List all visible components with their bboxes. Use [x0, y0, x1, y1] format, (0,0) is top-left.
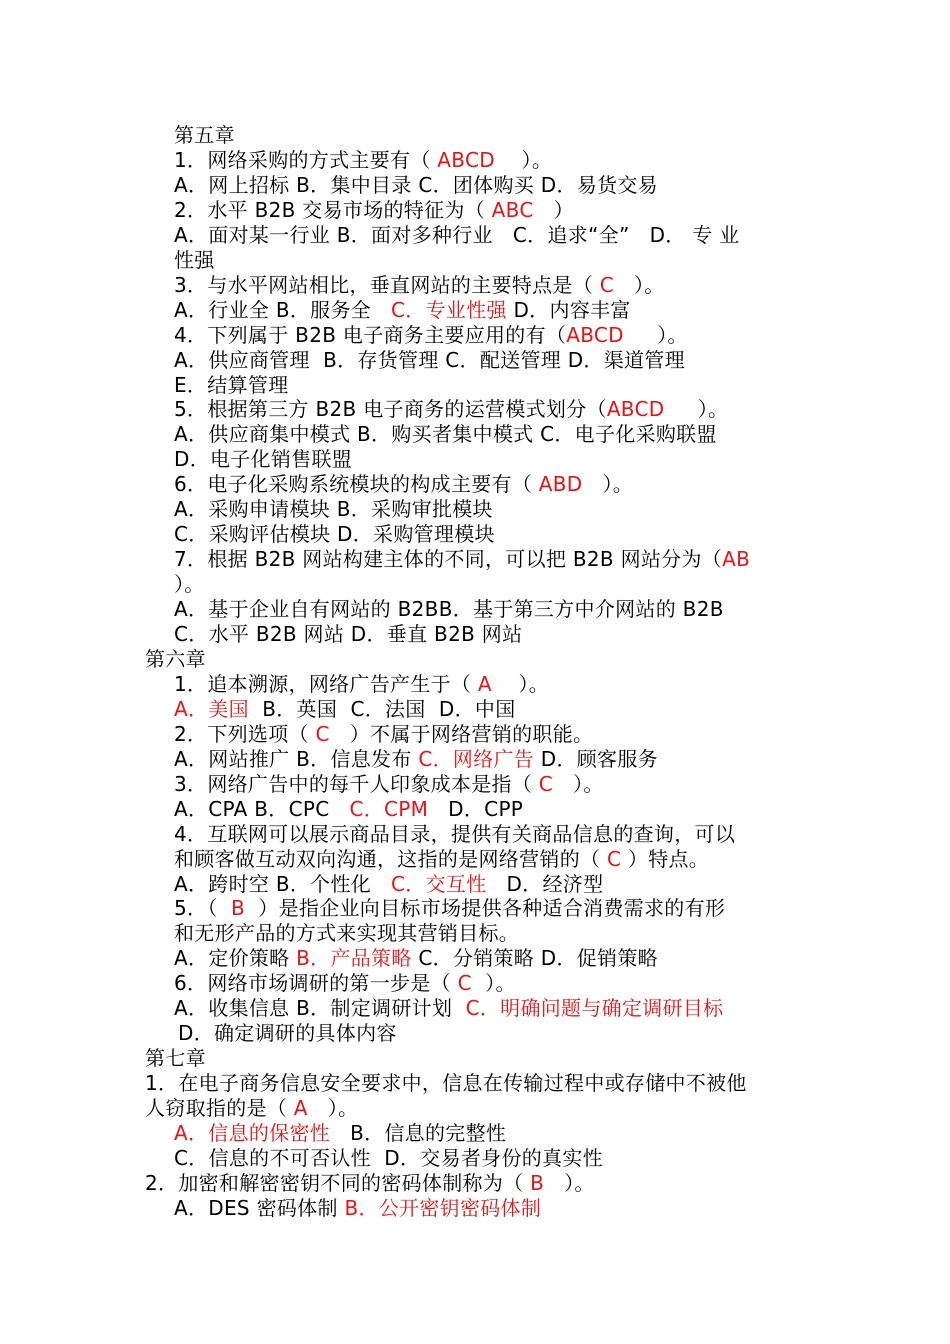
answer-text: B．公开密钥密码体制	[344, 1195, 542, 1220]
line-text: C．水平 B2B 网站 D．垂直 B2B 网站	[174, 622, 523, 646]
line-text: C．分销策略 D．促销策略	[411, 946, 658, 971]
line-text: A．网上招标 B．集中目录 C．团体购买 D．易货交易	[174, 172, 658, 197]
line-text: A．供应商管理 B．存货管理 C．配送管理 D．渠道管理	[174, 347, 685, 372]
line-text: ）。	[494, 147, 553, 172]
line-text: ）。	[307, 1096, 359, 1121]
line-text: 4．互联网可以展示商品目录，提供有关商品信息的查询，可以	[174, 821, 736, 846]
text-line	[174, 298, 631, 323]
line-text: 7．根据 B2B 网站构建主体的不同，可以把 B2B 网站分为（	[174, 547, 723, 572]
line-text: C．采购评估模块 D．采购管理模块	[174, 522, 495, 547]
text-line	[174, 996, 723, 1021]
text-line	[145, 1096, 358, 1121]
text-line	[174, 522, 495, 547]
line-text: A．DES 密码体制	[174, 1195, 345, 1220]
answer-text: A．美国	[174, 696, 249, 721]
line-text: ）是指企业向目标市场提供各种适合消费需求的有形	[244, 896, 726, 921]
line-text: A．基于企业自有网站的 B2BB．基于第三方中介网站的 B2B	[174, 597, 724, 622]
text-line	[174, 323, 688, 348]
line-text: C．信息的不可否认性 D．交易者身份的真实性	[174, 1145, 603, 1170]
line-text: 第五章	[174, 123, 235, 147]
line-text: 2．加密和解密密钥不同的密码体制称为（	[145, 1170, 531, 1195]
line-text: 第六章	[145, 646, 206, 671]
answer-text: ABC	[491, 197, 534, 222]
text-line	[174, 472, 633, 497]
text-line	[174, 397, 728, 422]
answer-text: ABCD	[606, 397, 665, 422]
line-text: 5．（	[174, 896, 231, 921]
line-text: A．定价策略	[174, 946, 297, 971]
answer-text: C	[538, 771, 554, 796]
text-line	[174, 597, 724, 622]
text-line	[178, 1021, 397, 1046]
line-text: ）。	[553, 771, 604, 796]
answer-text: C	[315, 721, 330, 746]
line-text: ）。	[544, 1170, 595, 1195]
answer-text: C	[457, 971, 472, 996]
answer-text: ABCD	[566, 322, 624, 347]
line-text: 5．根据第三方 B2B 电子商务的运营模式划分（	[174, 397, 607, 422]
text-line	[145, 1071, 747, 1096]
answer-text: C．网络广告	[418, 746, 535, 771]
line-text: 6．网络市场调研的第一步是（	[174, 971, 458, 996]
line-text: 3．与水平网站相比，垂直网站的主要特点是（	[174, 272, 600, 297]
text-line	[174, 273, 665, 298]
line-text: D．CPP	[428, 796, 524, 821]
answer-text: C．交互性	[391, 871, 487, 896]
line-text: A．供应商集中模式 B．购买者集中模式 C．电子化采购联盟	[174, 422, 717, 447]
line-text: 2．水平 B2B 交易市场的特征为（	[174, 197, 492, 222]
text-line	[174, 697, 516, 722]
line-text: D．内容丰富	[506, 297, 631, 322]
line-text: 和无形产品的方式来实现其营销目标。	[174, 921, 520, 946]
line-text: ）不属于网络营销的职能。	[329, 721, 594, 746]
answer-text: ABD	[538, 472, 583, 497]
line-text: B．信息的完整性	[330, 1121, 507, 1145]
line-text: 1．追本溯源，网络广告产生于（	[174, 671, 478, 696]
text-line	[174, 896, 725, 921]
text-line	[174, 1121, 506, 1146]
text-line	[174, 348, 685, 373]
text-line	[174, 123, 235, 148]
answer-text: A	[477, 671, 492, 696]
text-line	[174, 547, 750, 572]
answer-text: A．信息的保密性	[174, 1121, 331, 1145]
line-text: ）。	[623, 322, 688, 347]
text-line	[174, 822, 735, 847]
text-line	[174, 198, 574, 223]
text-line	[174, 921, 519, 946]
answer-text: C．专业性强	[391, 297, 507, 322]
line-text: A．行业全 B．服务全	[174, 297, 392, 322]
text-line	[145, 1171, 595, 1196]
text-line	[174, 797, 523, 822]
line-text: ）。	[582, 472, 634, 497]
text-line	[174, 622, 522, 647]
text-line	[145, 647, 206, 672]
line-text: D．确定调研的具体内容	[178, 1021, 397, 1046]
line-text: 1．在电子商务信息安全要求中，信息在传输过程中或存储中不被他	[145, 1071, 747, 1096]
line-text: 3．网络广告中的每千人印象成本是指（	[174, 771, 539, 796]
text-line	[174, 248, 215, 273]
text-line	[174, 722, 593, 747]
line-text: D．顾客服务	[534, 746, 658, 771]
line-text: 4．下列属于 B2B 电子商务主要应用的有（	[174, 322, 567, 347]
text-line	[174, 946, 658, 971]
answer-text: ABCD	[437, 147, 495, 172]
line-text: A．跨时空 B．个性化	[174, 871, 392, 896]
line-text: 6．电子化采购系统模块的构成主要有（	[174, 472, 539, 497]
answer-text: C．CPM	[349, 796, 429, 821]
line-text: D．经济型	[486, 871, 604, 896]
line-text: A．收集信息 B．制定调研计划	[174, 996, 466, 1021]
answer-text: B．产品策略	[296, 946, 412, 971]
text-line	[174, 872, 603, 897]
text-line	[174, 772, 604, 797]
answer-text: A	[293, 1096, 308, 1121]
text-line	[174, 223, 740, 248]
line-text: 人窃取指的是（	[145, 1096, 294, 1121]
text-line	[174, 373, 288, 398]
text-line	[174, 747, 658, 772]
line-text: A．面对某一行业 B．面对多种行业 C．追求“全” D． 专 业	[174, 222, 740, 247]
text-line	[174, 173, 658, 198]
line-text: 性强	[174, 247, 215, 272]
line-text: 和顾客做互动双向沟通，这指的是网络营销的（	[174, 846, 607, 871]
line-text: 2．下列选项（	[174, 721, 316, 746]
text-line	[174, 572, 205, 597]
line-text: A．网站推广 B．信息发布	[174, 746, 419, 771]
answer-text: B	[230, 896, 245, 921]
text-line	[174, 148, 552, 173]
answer-text: B	[530, 1170, 545, 1195]
text-line	[174, 672, 549, 697]
answer-text: C	[599, 272, 614, 297]
text-line	[174, 971, 516, 996]
line-text: ）。	[471, 971, 516, 996]
text-line	[174, 422, 717, 447]
line-text: B．英国 C．法国 D．中国	[248, 696, 516, 721]
line-text: E．结算管理	[174, 372, 289, 397]
line-text: ）。	[664, 397, 729, 422]
line-text: ）。	[491, 671, 550, 696]
text-line	[174, 447, 352, 472]
text-line	[174, 497, 493, 522]
line-text: A．CPA B．CPC	[174, 796, 350, 821]
text-line	[174, 1196, 541, 1221]
line-text: ）。	[613, 272, 665, 297]
line-text: D．电子化销售联盟	[174, 447, 353, 472]
answer-text: AB	[722, 547, 751, 572]
answer-text: C	[606, 846, 622, 871]
line-text: ）	[533, 197, 574, 222]
text-line	[174, 1146, 603, 1171]
line-text: ）特点。	[621, 846, 710, 871]
line-text: 第七章	[145, 1046, 206, 1071]
answer-text: C．明确问题与确定调研目标	[465, 996, 724, 1021]
line-text: ）。	[174, 572, 205, 597]
text-line	[174, 847, 709, 872]
text-line	[145, 1046, 206, 1071]
line-text: 1．网络采购的方式主要有（	[174, 147, 438, 172]
line-text: A．采购申请模块 B．采购审批模块	[174, 497, 493, 522]
